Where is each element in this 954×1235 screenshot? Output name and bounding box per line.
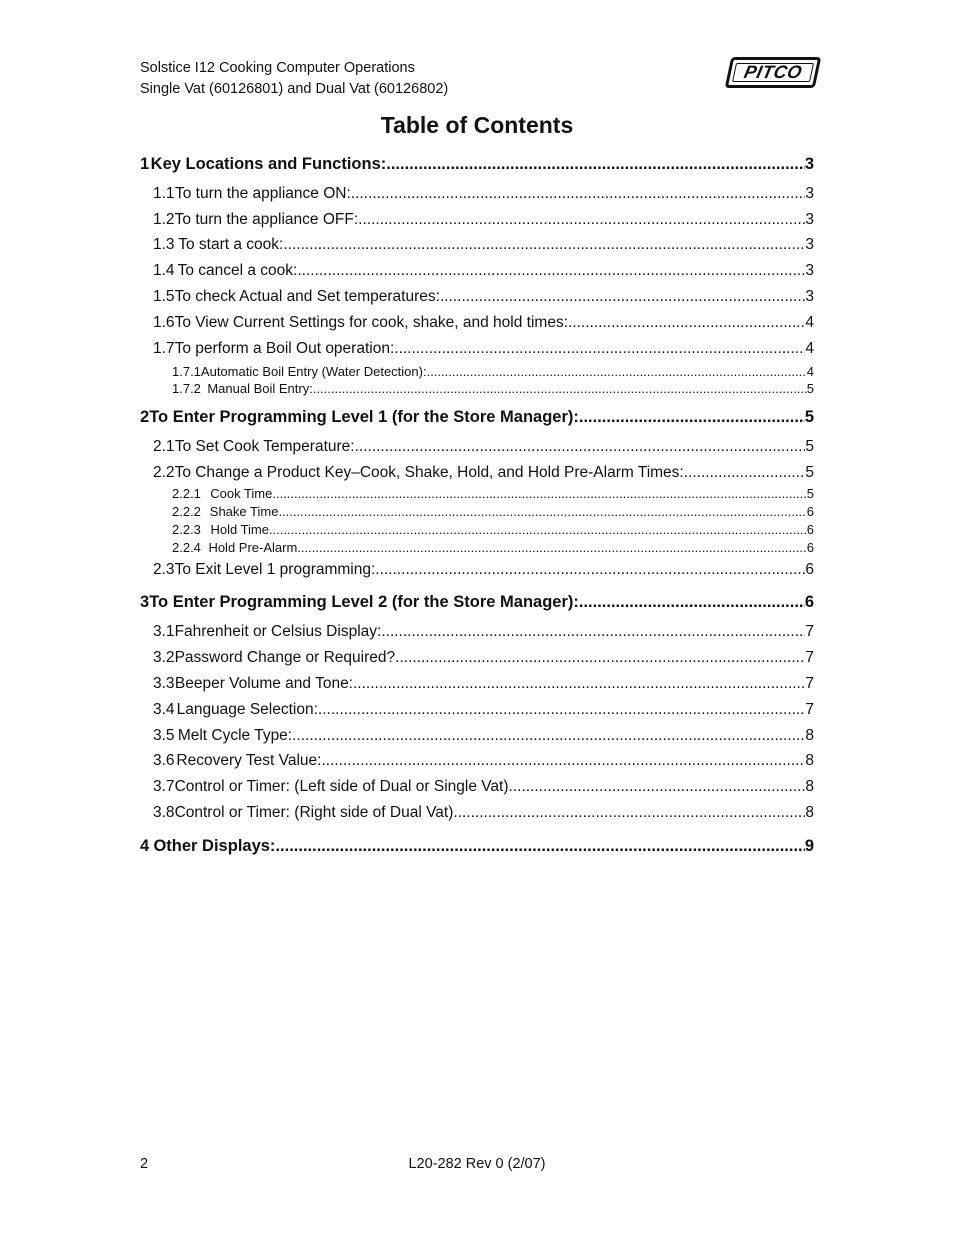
- toc-number: 2.3: [153, 561, 175, 578]
- toc-entry-2-2-4[interactable]: [172, 540, 814, 555]
- toc-leader: [427, 364, 807, 379]
- toc-page: 3: [805, 211, 814, 228]
- toc-number: 1.5: [153, 288, 175, 305]
- toc-page: 6: [804, 593, 814, 611]
- toc-entry-2-1[interactable]: [153, 438, 814, 456]
- toc-number: 2.2.4: [172, 540, 201, 555]
- toc-leader: [440, 288, 805, 306]
- toc-page: 5: [805, 438, 814, 455]
- toc-leader: [684, 464, 806, 482]
- toc-page: 3: [804, 155, 814, 173]
- toc-leader: [353, 675, 805, 693]
- toc-entry-3-8[interactable]: [153, 804, 814, 822]
- toc-text: To Change a Product Key–Cook, Shake, Hold, and Hold Pre-Alarm Times:: [174, 464, 684, 481]
- toc-number: 2: [140, 408, 150, 426]
- header-line-1: Solstice I12 Cooking Computer Operations: [140, 60, 415, 76]
- toc-entry-3-2[interactable]: [153, 649, 814, 667]
- toc-entry-3-4[interactable]: [153, 701, 814, 719]
- toc-text: Cook Time: [210, 486, 273, 501]
- toc-number: 1.7.2: [172, 381, 201, 396]
- toc-text: Control or Timer: (Right side of Dual Vat): [174, 804, 454, 821]
- toc-page: 4: [805, 340, 814, 357]
- toc-page: 5: [804, 408, 814, 426]
- toc-leader: [275, 837, 804, 856]
- toc-page: 9: [804, 837, 814, 855]
- toc-number: 2.2.2: [172, 504, 201, 519]
- toc-text: Hold Pre-Alarm: [208, 540, 298, 555]
- toc-entry-2-2-1[interactable]: [172, 486, 814, 501]
- toc-number: 1: [140, 155, 150, 173]
- toc-entry-3[interactable]: [140, 593, 814, 612]
- footer-doc-id: L20-282 Rev 0 (2/07): [408, 1156, 546, 1172]
- toc-leader: [395, 649, 805, 667]
- toc-entry-2[interactable]: [140, 408, 814, 427]
- toc-leader: [269, 522, 807, 537]
- toc-number: 1.7: [153, 340, 175, 357]
- toc-entry-2-3[interactable]: [153, 561, 814, 579]
- toc-leader: [283, 236, 805, 254]
- toc-leader: [313, 381, 807, 396]
- toc-number: 3.2: [153, 649, 175, 666]
- toc-number: 1.3: [153, 236, 175, 253]
- toc-text: Manual Boil Entry:: [207, 381, 313, 396]
- toc-entry-1[interactable]: [140, 155, 814, 174]
- toc-text: Control or Timer: (Left side of Dual or Single Vat): [174, 778, 509, 795]
- toc-page: 5: [806, 381, 814, 396]
- pitco-logo-text: PITCO: [732, 63, 814, 82]
- toc-number: 3.8: [153, 804, 175, 821]
- toc-text: Password Change or Required?: [174, 649, 396, 666]
- toc-entry-1-1[interactable]: [153, 185, 814, 203]
- toc-leader: [386, 155, 805, 174]
- toc-text: To Exit Level 1 programming:: [174, 561, 376, 578]
- toc-entry-2-2-3[interactable]: [172, 522, 814, 537]
- toc-page: 5: [806, 486, 814, 501]
- toc-text: Hold Time: [210, 522, 269, 537]
- toc-leader: [297, 540, 806, 555]
- toc-entry-1-3[interactable]: [153, 236, 814, 254]
- toc-text: To start a cook:: [178, 236, 284, 253]
- toc-text: Shake Time: [209, 504, 279, 519]
- toc-text: To cancel a cook:: [177, 262, 298, 279]
- toc-entry-1-6[interactable]: [153, 314, 814, 332]
- toc-page: 3: [805, 236, 814, 253]
- toc-page: 3: [805, 185, 814, 202]
- toc-page: 8: [805, 727, 814, 744]
- toc-leader: [394, 340, 805, 358]
- toc-leader: [381, 623, 805, 641]
- toc-leader: [375, 561, 805, 579]
- toc-text: Melt Cycle Type:: [177, 727, 293, 744]
- toc-text: Key Locations and Functions:: [150, 155, 387, 173]
- toc-page: 6: [805, 561, 814, 578]
- footer-page-number: 2: [140, 1156, 149, 1172]
- toc-leader: [278, 504, 806, 519]
- toc-number: 3.1: [153, 623, 175, 640]
- toc-number: 2.2.3: [172, 522, 201, 537]
- toc-page: 6: [806, 540, 814, 555]
- pitco-logo: [725, 57, 822, 88]
- toc-number: 2.2.1: [172, 486, 201, 501]
- toc-leader: [509, 778, 806, 796]
- toc-number: 3.3: [153, 675, 175, 692]
- toc-number: 1.1: [153, 185, 175, 202]
- toc-text: To check Actual and Set temperatures:: [174, 288, 440, 305]
- toc-number: 3.5: [153, 727, 175, 744]
- toc-text: Automatic Boil Entry (Water Detection):: [200, 364, 427, 379]
- toc-number: 2.2: [153, 464, 175, 481]
- page-title: Table of Contents: [380, 112, 574, 138]
- toc-leader: [568, 314, 805, 332]
- toc-entry-1-7[interactable]: [153, 340, 814, 358]
- toc-page: 3: [805, 288, 814, 305]
- toc-number: 3.4: [153, 701, 175, 718]
- toc-number: 4: [140, 837, 150, 855]
- toc-page: 8: [805, 778, 814, 795]
- toc-leader: [351, 185, 806, 203]
- toc-text: Recovery Test Value:: [176, 752, 322, 769]
- toc-entry-1-7-1[interactable]: [172, 364, 814, 379]
- toc-entry-2-2-2[interactable]: [172, 504, 814, 519]
- toc-entry-3-1[interactable]: [153, 623, 814, 641]
- toc-page: 4: [806, 364, 814, 379]
- toc-leader: [318, 701, 805, 719]
- toc-text: To Set Cook Temperature:: [174, 438, 355, 455]
- toc-page: 4: [805, 314, 814, 331]
- toc-leader: [358, 211, 805, 229]
- toc-page: 6: [806, 504, 814, 519]
- toc-leader: [292, 727, 805, 745]
- toc-text: To View Current Settings for cook, shake, and hold times:: [174, 314, 569, 331]
- header-line-2: Single Vat (60126801) and Dual Vat (60126802): [140, 81, 449, 97]
- toc-text: To turn the appliance ON:: [175, 185, 351, 202]
- toc-page: 7: [805, 649, 814, 666]
- toc-entry-2-2[interactable]: [153, 464, 814, 482]
- toc-text: To perform a Boil Out operation:: [174, 340, 395, 357]
- toc-text: Fahrenheit or Celsius Display:: [174, 623, 382, 640]
- toc-number: 1.4: [153, 262, 175, 279]
- toc-page: 8: [805, 752, 814, 769]
- toc-page: 3: [805, 262, 814, 279]
- toc-page: 5: [805, 464, 814, 481]
- toc-entry-3-5[interactable]: [153, 727, 814, 745]
- toc-number: 1.2: [153, 211, 175, 228]
- toc-entry-1-4[interactable]: [153, 262, 814, 280]
- toc-text: To Enter Programming Level 2 (for the Store Manager):: [149, 593, 579, 611]
- toc-leader: [297, 262, 805, 280]
- toc-leader: [579, 593, 805, 612]
- toc-entry-1-5[interactable]: [153, 288, 814, 306]
- toc-text: Beeper Volume and Tone:: [174, 675, 353, 692]
- toc-number: 1.7.1: [172, 364, 201, 379]
- toc-entry-3-3[interactable]: [153, 675, 814, 693]
- toc-text: Language Selection:: [176, 701, 318, 718]
- toc-page: 6: [806, 522, 814, 537]
- toc-leader: [272, 486, 806, 501]
- toc-number: 2.1: [153, 438, 175, 455]
- toc-entry-3-7[interactable]: [153, 778, 814, 796]
- document-header: [140, 58, 448, 100]
- toc-number: 3.7: [153, 778, 175, 795]
- toc-leader: [453, 804, 805, 822]
- toc-leader: [321, 752, 805, 770]
- toc-text: To turn the appliance OFF:: [174, 211, 359, 228]
- toc-page: 7: [805, 701, 814, 718]
- toc-entry-1-2[interactable]: [153, 211, 814, 229]
- toc-number: 3: [140, 593, 150, 611]
- toc-leader: [579, 408, 805, 427]
- toc-text: To Enter Programming Level 1 (for the Store Manager):: [149, 408, 579, 426]
- toc-page: 7: [805, 675, 814, 692]
- toc-leader: [355, 438, 806, 456]
- toc-text: Other Displays:: [153, 837, 276, 855]
- toc-entry-4[interactable]: [140, 837, 814, 856]
- toc-page: 7: [805, 623, 814, 640]
- toc-entry-1-7-2[interactable]: [172, 381, 814, 396]
- toc-number: 3.6: [153, 752, 175, 769]
- toc-page: 8: [805, 804, 814, 821]
- toc-entry-3-6[interactable]: [153, 752, 814, 770]
- toc-number: 1.6: [153, 314, 175, 331]
